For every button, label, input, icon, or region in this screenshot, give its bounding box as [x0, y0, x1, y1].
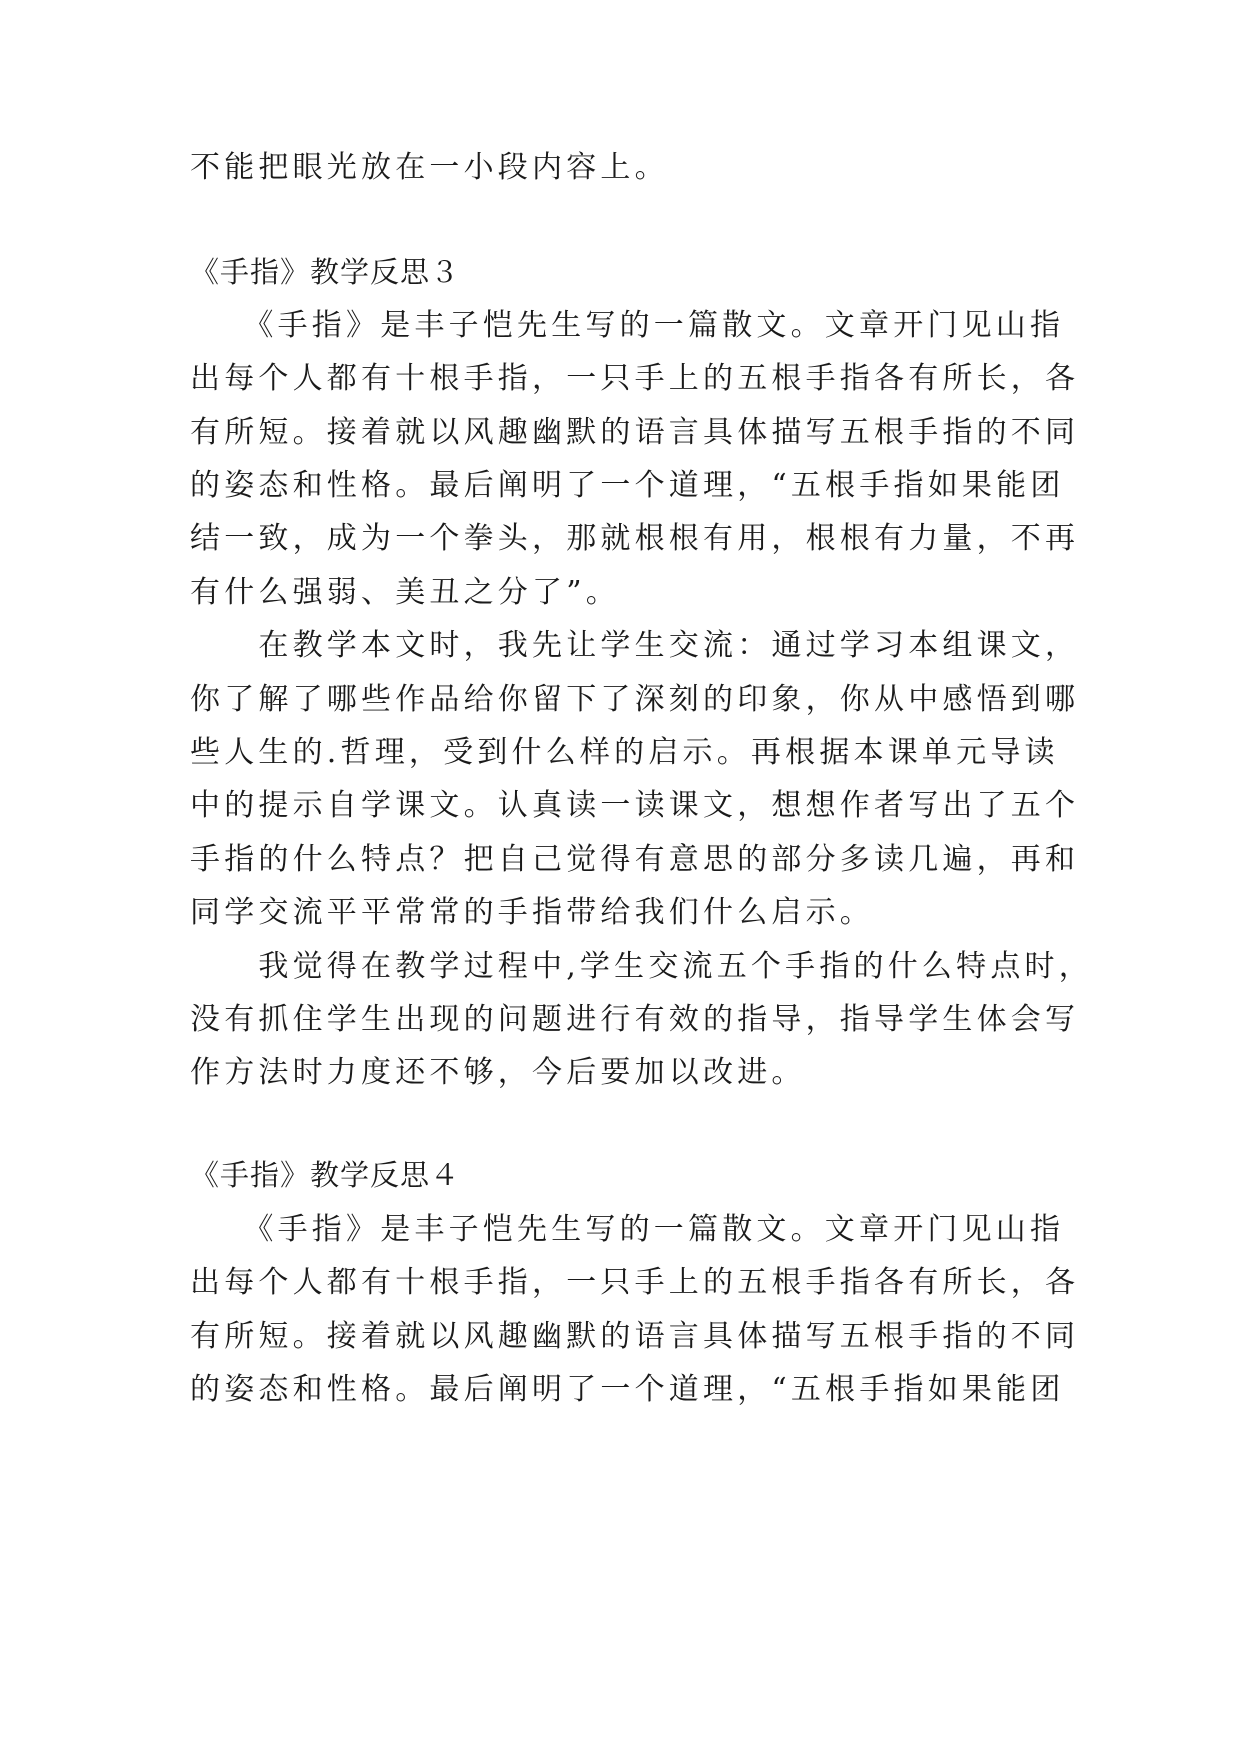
paragraph-line: 有所短。接着就以风趣幽默的语言具体描写五根手指的不同 — [190, 415, 1080, 450]
paragraph-line: 《手指》是丰子恺先生写的一篇散文。文章开门见山指 — [190, 1212, 1065, 1247]
paragraph-line: 你了解了哪些作品给你留下了深刻的印象，你从中感悟到哪 — [190, 682, 1080, 717]
paragraph-line: 的姿态和性格。最后阐明了一个道理，“五根手指如果能团 — [190, 468, 1065, 503]
paragraph-line: 出每个人都有十根手指，一只手上的五根手指各有所长，各 — [190, 1265, 1080, 1300]
paragraph-line: 作方法时力度还不够，今后要加以改进。 — [190, 1055, 806, 1090]
paragraph-line: 不能把眼光放在一小段内容上。 — [190, 150, 669, 185]
paragraph-line: 我觉得在教学过程中,学生交流五个手指的什么特点时， — [190, 949, 1093, 984]
paragraph-line: 手指的什么特点？把自己觉得有意思的部分多读几遍，再和 — [190, 842, 1080, 877]
paragraph-line: 同学交流平平常常的手指带给我们什么启示。 — [190, 895, 874, 930]
paragraph-line: 些人生的.哲理，受到什么样的启示。再根据本课单元导读 — [190, 735, 1059, 770]
paragraph-line: 没有抓住学生出现的问题进行有效的指导，指导学生体会写 — [190, 1002, 1080, 1037]
paragraph-line: 结一致，成为一个拳头，那就根根有用，根根有力量，不再 — [190, 521, 1080, 556]
paragraph-line: 有什么强弱、美丑之分了”。 — [190, 575, 620, 610]
paragraph-line: 出每个人都有十根手指，一只手上的五根手指各有所长，各 — [190, 361, 1080, 396]
paragraph-line: 中的提示自学课文。认真读一读课文，想想作者写出了五个 — [190, 788, 1080, 823]
section-heading: 《手指》教学反思３ — [190, 255, 461, 289]
paragraph-line: 《手指》是丰子恺先生写的一篇散文。文章开门见山指 — [190, 308, 1065, 343]
paragraph-line: 在教学本文时，我先让学生交流：通过学习本组课文， — [190, 628, 1080, 663]
paragraph-line: 有所短。接着就以风趣幽默的语言具体描写五根手指的不同 — [190, 1319, 1080, 1354]
section-heading: 《手指》教学反思４ — [190, 1158, 461, 1192]
paragraph-line: 的姿态和性格。最后阐明了一个道理，“五根手指如果能团 — [190, 1372, 1065, 1407]
